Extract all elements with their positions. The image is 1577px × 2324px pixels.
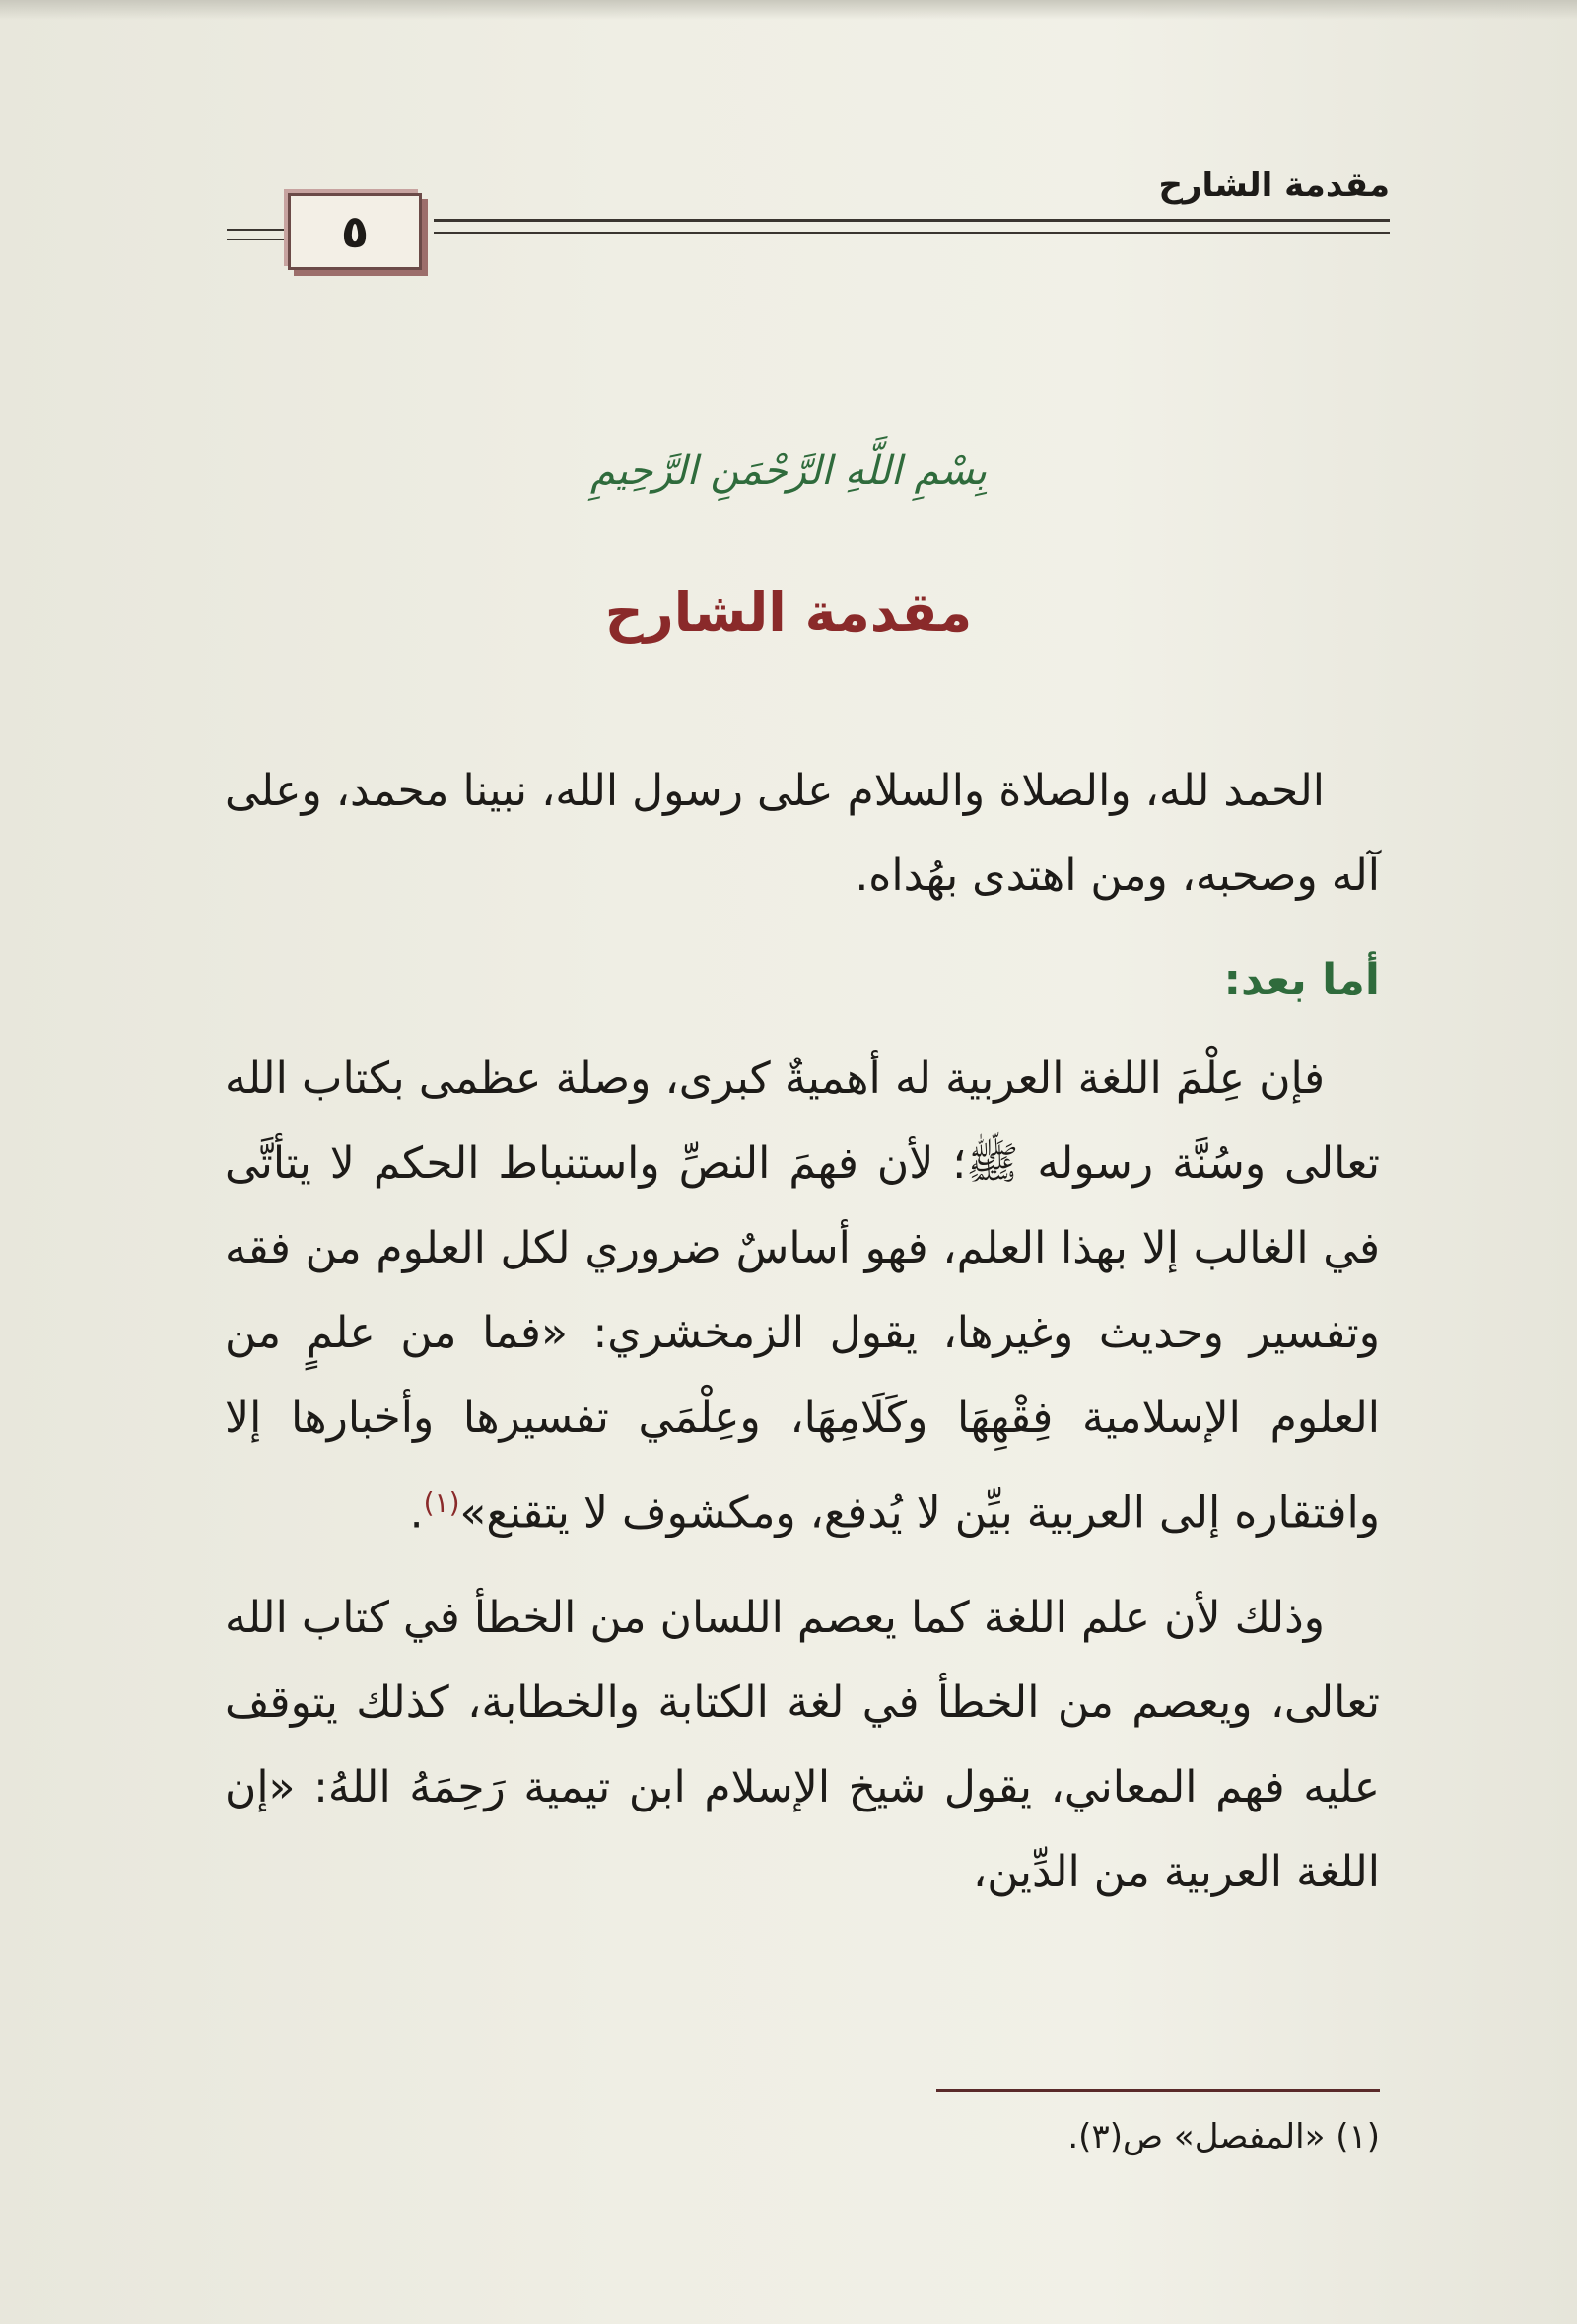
running-title: مقدمة الشارح [1158, 166, 1390, 205]
footnote-marker[interactable]: (١) [423, 1486, 460, 1519]
page-number: ٥ [340, 205, 370, 258]
paragraph-language: وذلك لأن علم اللغة كما يعصم اللسان من الخطأ في كتاب الله تعالى، ويعصم من الخطأ في لغة الكتابة والخطابة، كذلك يتوقف عليه فهم المعاني، يقول شيخ الإسلام ابن تيمية رَحِمَهُ اللهُ: «إن اللغة العربية من الدِّين، [225, 1592, 1380, 1897]
page-number-badge [288, 193, 422, 270]
footnote-rule [936, 2089, 1380, 2092]
amma-bad-heading: أما بعد: [1223, 955, 1380, 1005]
chapter-title: مقدمة الشارح [604, 581, 973, 644]
header-rule-left [227, 229, 286, 240]
footnote-1: (١) «المفصل» ص(٣). [1067, 2117, 1380, 2156]
body-text [225, 749, 1380, 1935]
page-edge-shadow [0, 0, 1577, 20]
paragraph-importance [225, 1037, 1380, 1556]
paragraph-importance-text: فإن عِلْمَ اللغة العربية له أهميةٌ كبرى، وصلة عظمى بكتاب الله تعالى وسُنَّة رسوله ﷺ؛ لأن فهمَ النصِّ واستنباط الحكم لا يتأتَّى في الغالب إلا بهذا العلم، فهو أساسٌ ضروري لكل العلوم من فقه وتفسير وحديث وغيرها، يقول الزمخشري: «فما من علمٍ من العلوم الإسلامية فِقْهِهَا وكَلَامِهَا، وعِلْمَي تفسيرها وأخبارها إلا وافتقاره إلى العربية بيِّن لا يُدفع، ومكشوف لا يتقنع» [225, 1054, 1380, 1538]
basmala: بِسْمِ اللَّهِ الرَّحْمَنِ الرَّحِيمِ [589, 448, 988, 494]
header-rule [434, 219, 1390, 234]
paragraph-importance-end: . [409, 1487, 424, 1538]
paragraph-opening: الحمد لله، والصلاة والسلام على رسول الله، نبينا محمد، وعلى آله وصحبه، ومن اهتدى بهُداه. [225, 766, 1380, 901]
